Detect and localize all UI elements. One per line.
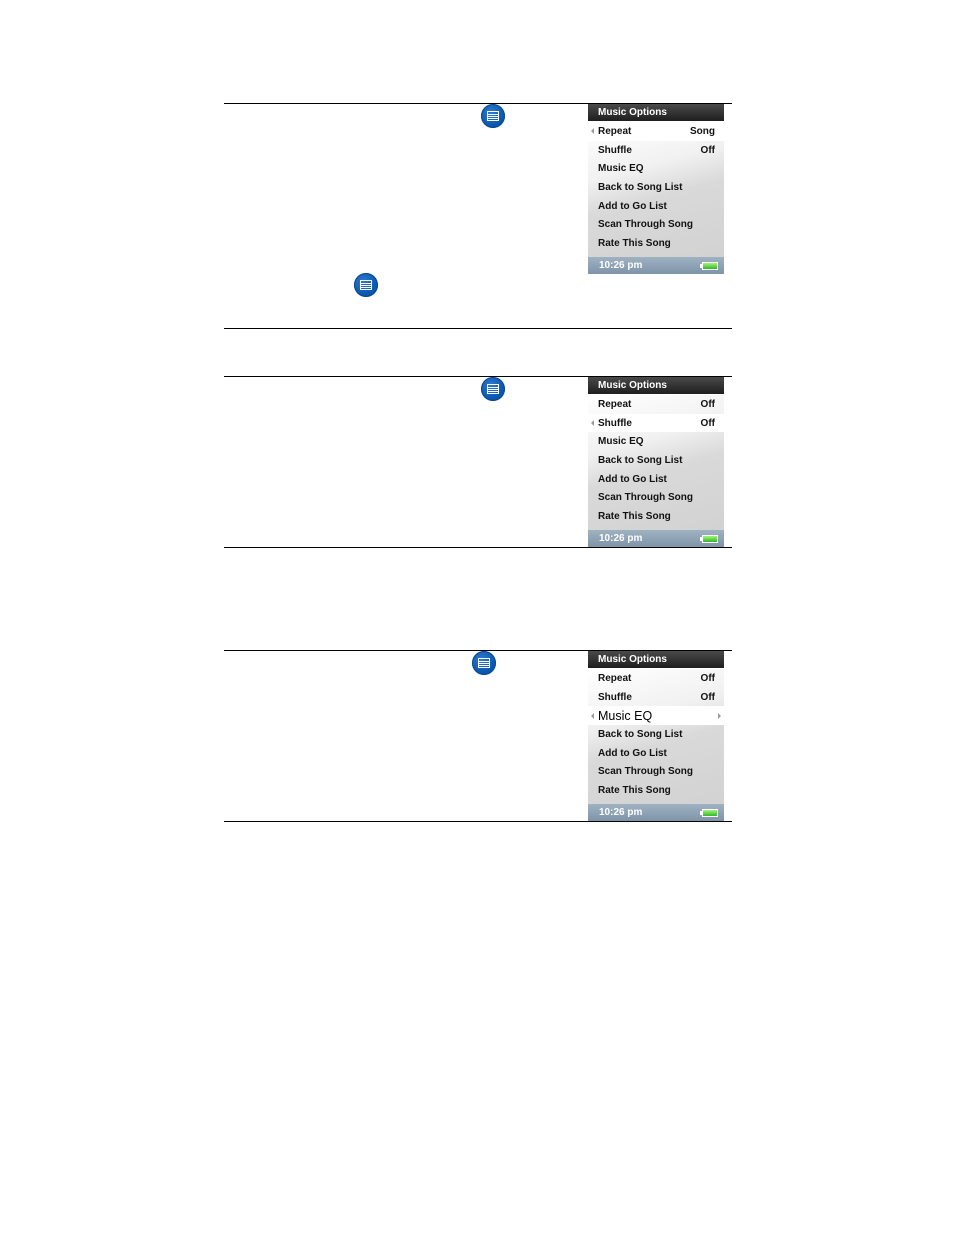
menu-item-label: Back to Song List xyxy=(598,181,683,193)
screen-title: Music Options xyxy=(588,104,724,121)
menu-item-label: Back to Song List xyxy=(598,454,683,466)
menu-item-label: Music EQ xyxy=(598,436,644,448)
menu-item-label: Shuffle xyxy=(598,691,632,703)
menu-item-rate-this-song[interactable] xyxy=(588,234,724,253)
menu-item-value: Off xyxy=(700,144,715,156)
screen-title: Music Options xyxy=(588,377,724,394)
menu-item-shuffle[interactable] xyxy=(588,414,724,433)
menu-button-icon xyxy=(472,651,496,675)
section-divider xyxy=(224,821,732,822)
battery-icon xyxy=(702,809,718,817)
menu-item-label: Scan Through Song xyxy=(598,766,693,778)
menu-item-label: Repeat xyxy=(598,398,632,410)
status-bar xyxy=(588,804,724,821)
menu-item-back-to-song-list[interactable] xyxy=(588,178,724,197)
menu-item-music-eq[interactable] xyxy=(588,159,724,178)
menu-button-icon xyxy=(481,377,505,401)
clock: 10:26 pm xyxy=(599,807,643,818)
menu-item-label: Add to Go List xyxy=(598,747,667,759)
menu-item-value: Off xyxy=(700,691,715,703)
clock: 10:26 pm xyxy=(599,260,643,271)
menu-button-icon xyxy=(481,104,505,128)
menu-item-label: Repeat xyxy=(598,125,632,137)
menu-item-label: Music EQ xyxy=(598,708,653,723)
screen-title: Music Options xyxy=(588,651,724,668)
menu-item-value: Off xyxy=(700,417,715,429)
status-bar xyxy=(588,530,724,547)
menu-item-label: Add to Go List xyxy=(598,473,667,485)
menu-item-add-to-go-list[interactable] xyxy=(588,470,724,489)
menu-item-back-to-song-list[interactable] xyxy=(588,725,724,744)
menu-item-label: Music EQ xyxy=(598,163,644,175)
menu-item-label: Rate This Song xyxy=(598,238,671,250)
device-screen xyxy=(588,651,724,821)
section-divider xyxy=(224,328,732,329)
menu-item-scan-through-song[interactable] xyxy=(588,489,724,508)
menu-item-scan-through-song[interactable] xyxy=(588,763,724,782)
menu-item-repeat[interactable] xyxy=(588,669,724,688)
menu-item-label: Repeat xyxy=(598,672,632,684)
menu-item-label: Rate This Song xyxy=(598,785,671,797)
menu-item-label: Shuffle xyxy=(598,417,632,429)
right-arrow-icon xyxy=(718,713,721,719)
clock: 10:26 pm xyxy=(599,533,643,544)
menu-item-value: Off xyxy=(700,398,715,410)
battery-icon xyxy=(702,535,718,543)
status-bar xyxy=(588,257,724,274)
menu-item-repeat[interactable] xyxy=(588,122,724,141)
left-arrow-icon xyxy=(591,420,594,426)
menu-item-back-to-song-list[interactable] xyxy=(588,451,724,470)
music-options-list xyxy=(588,122,724,257)
menu-item-label: Scan Through Song xyxy=(598,492,693,504)
menu-item-value: Song xyxy=(690,125,715,137)
battery-icon xyxy=(702,262,718,270)
device-screen xyxy=(588,104,724,274)
menu-item-label: Scan Through Song xyxy=(598,219,693,231)
menu-button-icon xyxy=(354,273,378,297)
menu-item-rate-this-song[interactable] xyxy=(588,507,724,526)
device-screen xyxy=(588,377,724,547)
section-divider xyxy=(224,547,732,548)
menu-item-music-eq[interactable] xyxy=(588,706,724,725)
menu-item-add-to-go-list[interactable] xyxy=(588,744,724,763)
menu-item-scan-through-song[interactable] xyxy=(588,216,724,235)
music-options-list xyxy=(588,395,724,530)
menu-item-shuffle[interactable] xyxy=(588,141,724,160)
menu-item-value: Off xyxy=(700,672,715,684)
left-arrow-icon xyxy=(591,128,594,134)
menu-item-label: Add to Go List xyxy=(598,200,667,212)
left-arrow-icon xyxy=(591,713,594,719)
menu-item-music-eq[interactable] xyxy=(588,432,724,451)
menu-item-shuffle[interactable] xyxy=(588,688,724,707)
menu-item-add-to-go-list[interactable] xyxy=(588,197,724,216)
menu-item-label: Back to Song List xyxy=(598,728,683,740)
music-options-list xyxy=(588,669,724,804)
menu-item-label: Rate This Song xyxy=(598,511,671,523)
menu-item-repeat[interactable] xyxy=(588,395,724,414)
menu-item-rate-this-song[interactable] xyxy=(588,781,724,800)
menu-item-label: Shuffle xyxy=(598,144,632,156)
